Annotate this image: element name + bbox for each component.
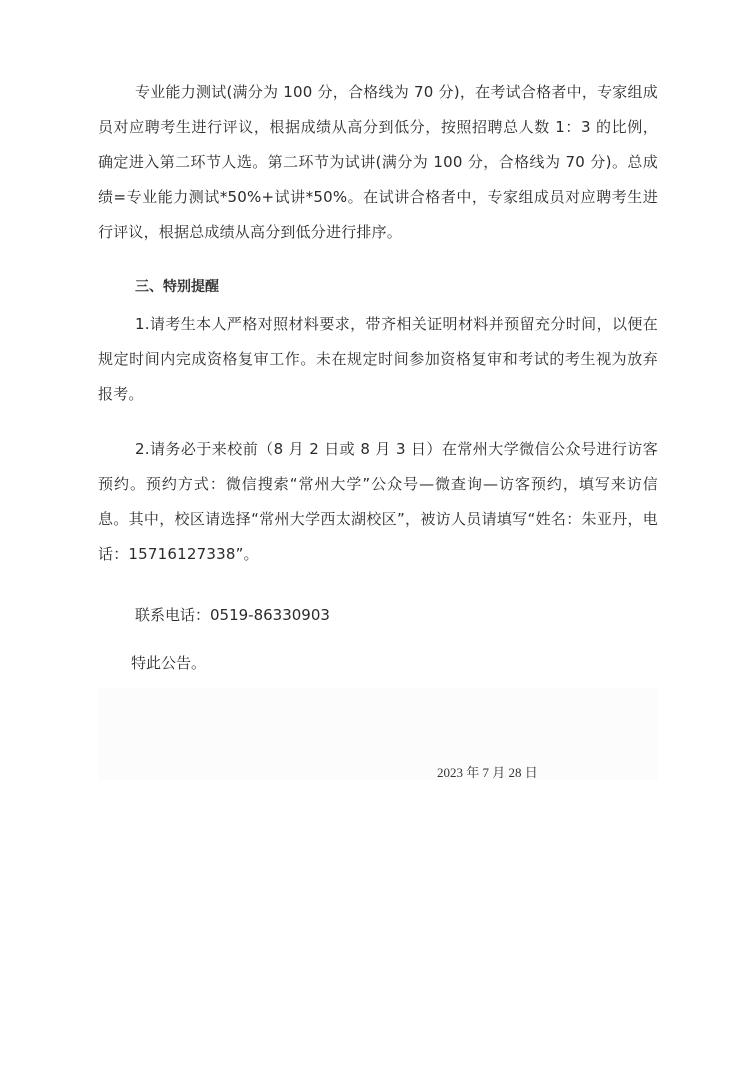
contact-phone: 联系电话：0519-86330903 (135, 606, 330, 624)
issue-date: 2023 年 7 月 28 日 (437, 765, 538, 780)
signature-area (98, 688, 658, 780)
reminder-item-1: 1.请考生本人严格对照材料要求，带齐相关证明材料并预留充分时间，以便在规定时间内完成资格复审工作。未在规定时间参加资格复审和考试的考生视为放弃报考。 (98, 315, 658, 403)
exam-procedure-paragraph: 专业能力测试(满分为 100 分，合格线为 70 分)，在考试合格者中，专家组成员对应聘考生进行评议，根据成绩从高分到低分，按照招聘总人数 1：3 的比例，确定进入第二环节人选。第二环节为试讲(满分为 100 分，合格线为 70 分)。总成绩=专业能力测试*50%+试讲*50%。在试讲合格者中，专家组成员对应聘考生进行评议，根据总成绩从高分到低分进行排序。 (98, 83, 658, 241)
section-heading-special-reminders: 三、特别提醒 (135, 279, 219, 295)
closing-statement: 特此公告。 (131, 654, 207, 672)
reminder-item-2: 2.请务必于来校前（8 月 2 日或 8 月 3 日）在常州大学微信公众号进行访客预约。预约方式：微信搜索“常州大学”公众号—微查询—访客预约，填写来访信息。其中，校区请选择“常州大学西太湖校区”，被访人员请填写“姓名：朱亚丹，电话：15716127338”。 (98, 440, 658, 563)
